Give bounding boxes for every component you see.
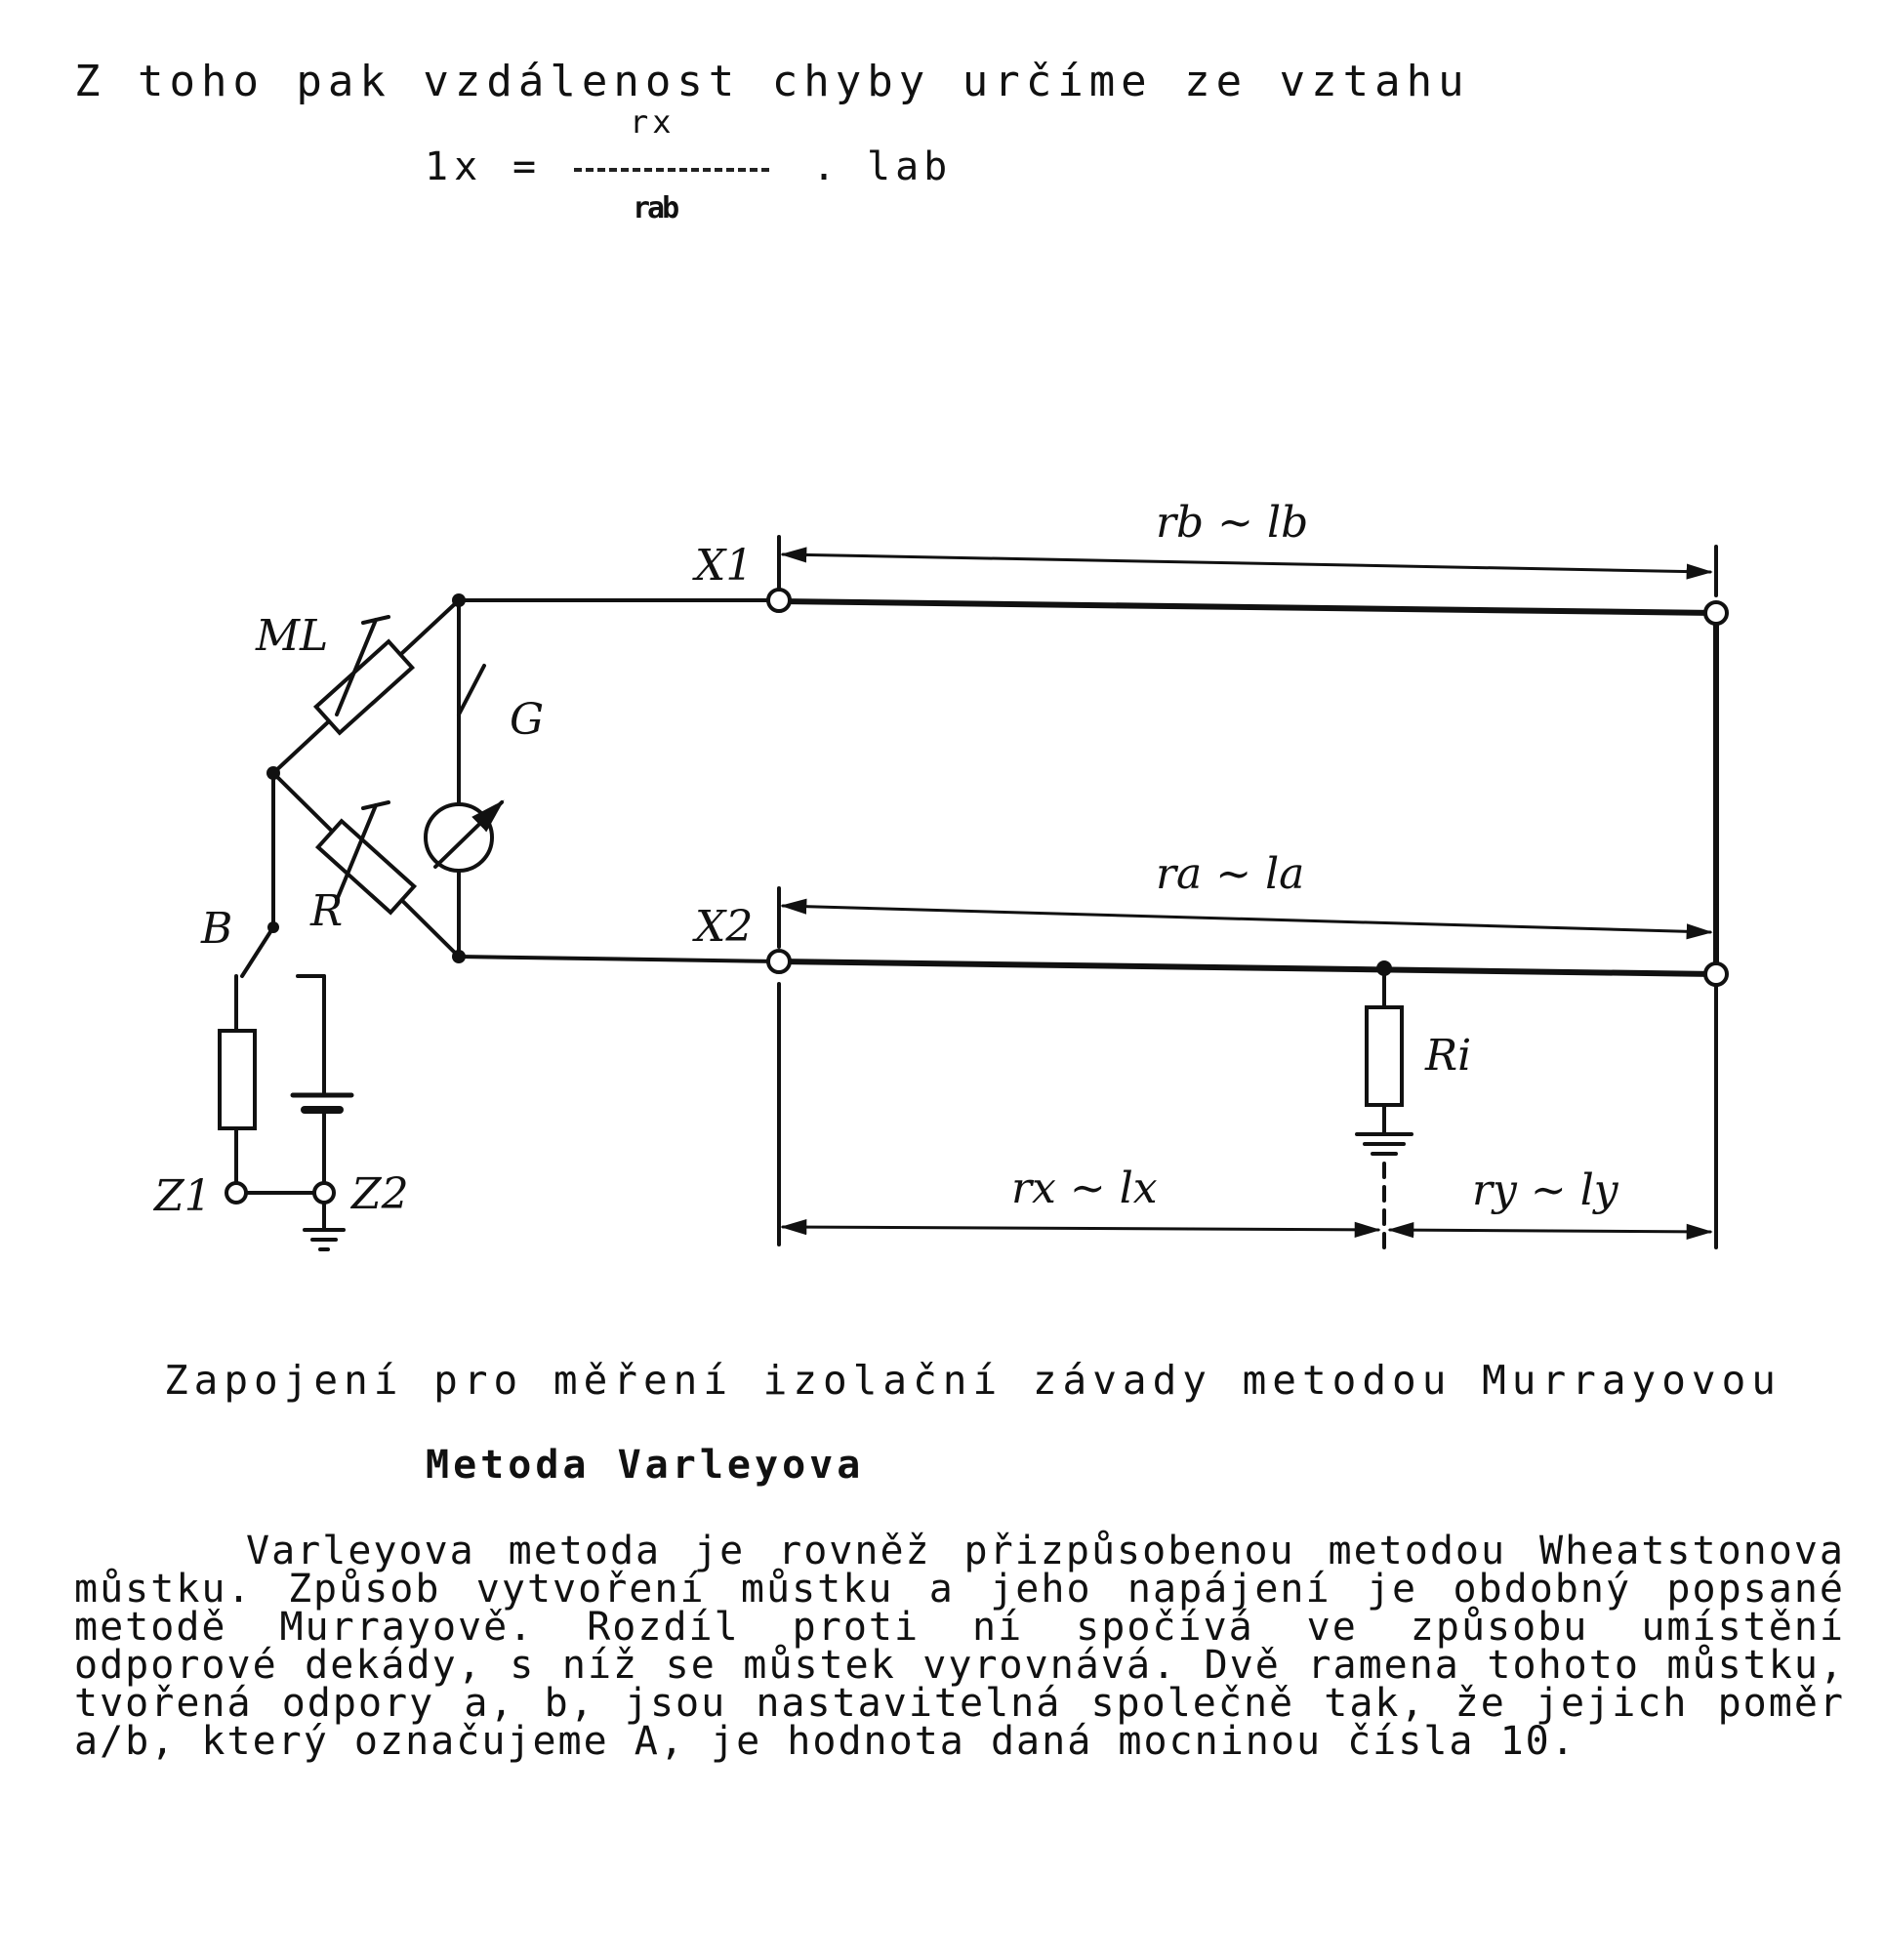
label-b: B <box>201 904 233 954</box>
label-x1: X1 <box>695 541 754 591</box>
terminal-x2 <box>768 951 790 972</box>
terminal-x1 <box>768 590 790 611</box>
label-z1: Z1 <box>154 1171 212 1221</box>
dimension-rx <box>783 1227 1378 1230</box>
fault-distance-formula <box>0 98 1884 234</box>
formula-rhs: lab <box>867 144 953 189</box>
series-resistor <box>220 1031 255 1128</box>
terminal-b-end <box>1705 602 1727 624</box>
formula-fraction-bar <box>574 168 769 172</box>
formula-numerator: rx <box>630 103 676 141</box>
dimension-ra <box>783 906 1710 932</box>
dimension-ry <box>1390 1230 1710 1232</box>
label-rx-lx: rx ~ lx <box>1011 1164 1158 1213</box>
formula-operator: . <box>812 144 837 189</box>
switch-b <box>242 927 273 976</box>
label-ra-la: ra ~ la <box>1156 849 1305 899</box>
murray-circuit-diagram <box>0 459 1884 1318</box>
body-paragraph: Varleyova metoda je rovněž přizpůsobenou metodou Wheatstonova můstku. Způsob vytvoření můstku a jeho napájení je obdobný popsané metodě Murrayově. Rozdíl proti ní spočívá ve způsobu umístění odporové dekády, s níž se můstek vyrovnává. Dvě ramena tohoto můstku, tvořená odpory a, b, jsou nastavitelná společně tak, že jejich poměr a/b, který označujeme A, je hodnota daná mocninou čísla 10. <box>74 1529 1845 1764</box>
fault-resistor-ri <box>1367 1007 1402 1105</box>
terminal-a-end <box>1705 963 1727 985</box>
galvanometer <box>426 804 492 871</box>
label-rb-lb: rb ~ lb <box>1156 498 1309 548</box>
galvanometer-switch <box>459 666 484 715</box>
formula-equals: = <box>512 144 537 189</box>
line-a <box>779 961 1716 974</box>
formula-denominator: rab <box>633 191 677 225</box>
figure-caption: Zapojení pro měření izolační závady metodou Murrayovou <box>164 1357 1782 1404</box>
label-g: G <box>510 695 545 745</box>
resistor-ml <box>316 641 412 733</box>
label-ml: ML <box>256 611 329 661</box>
label-z2: Z2 <box>351 1169 409 1219</box>
line-b <box>779 601 1716 613</box>
label-ri: Ri <box>1425 1031 1472 1081</box>
section-heading: Metoda Varleyova <box>426 1443 865 1488</box>
terminal-z2 <box>314 1183 334 1203</box>
formula-lhs: 1x <box>425 144 484 189</box>
label-ry-ly: ry ~ ly <box>1472 1165 1618 1215</box>
terminal-z1 <box>226 1183 246 1203</box>
dimension-rb <box>783 554 1710 572</box>
label-r: R <box>310 886 344 936</box>
intro-text: Z toho pak vzdálenost chyby určíme ze vztahu <box>74 57 1470 106</box>
label-x2: X2 <box>695 902 754 952</box>
